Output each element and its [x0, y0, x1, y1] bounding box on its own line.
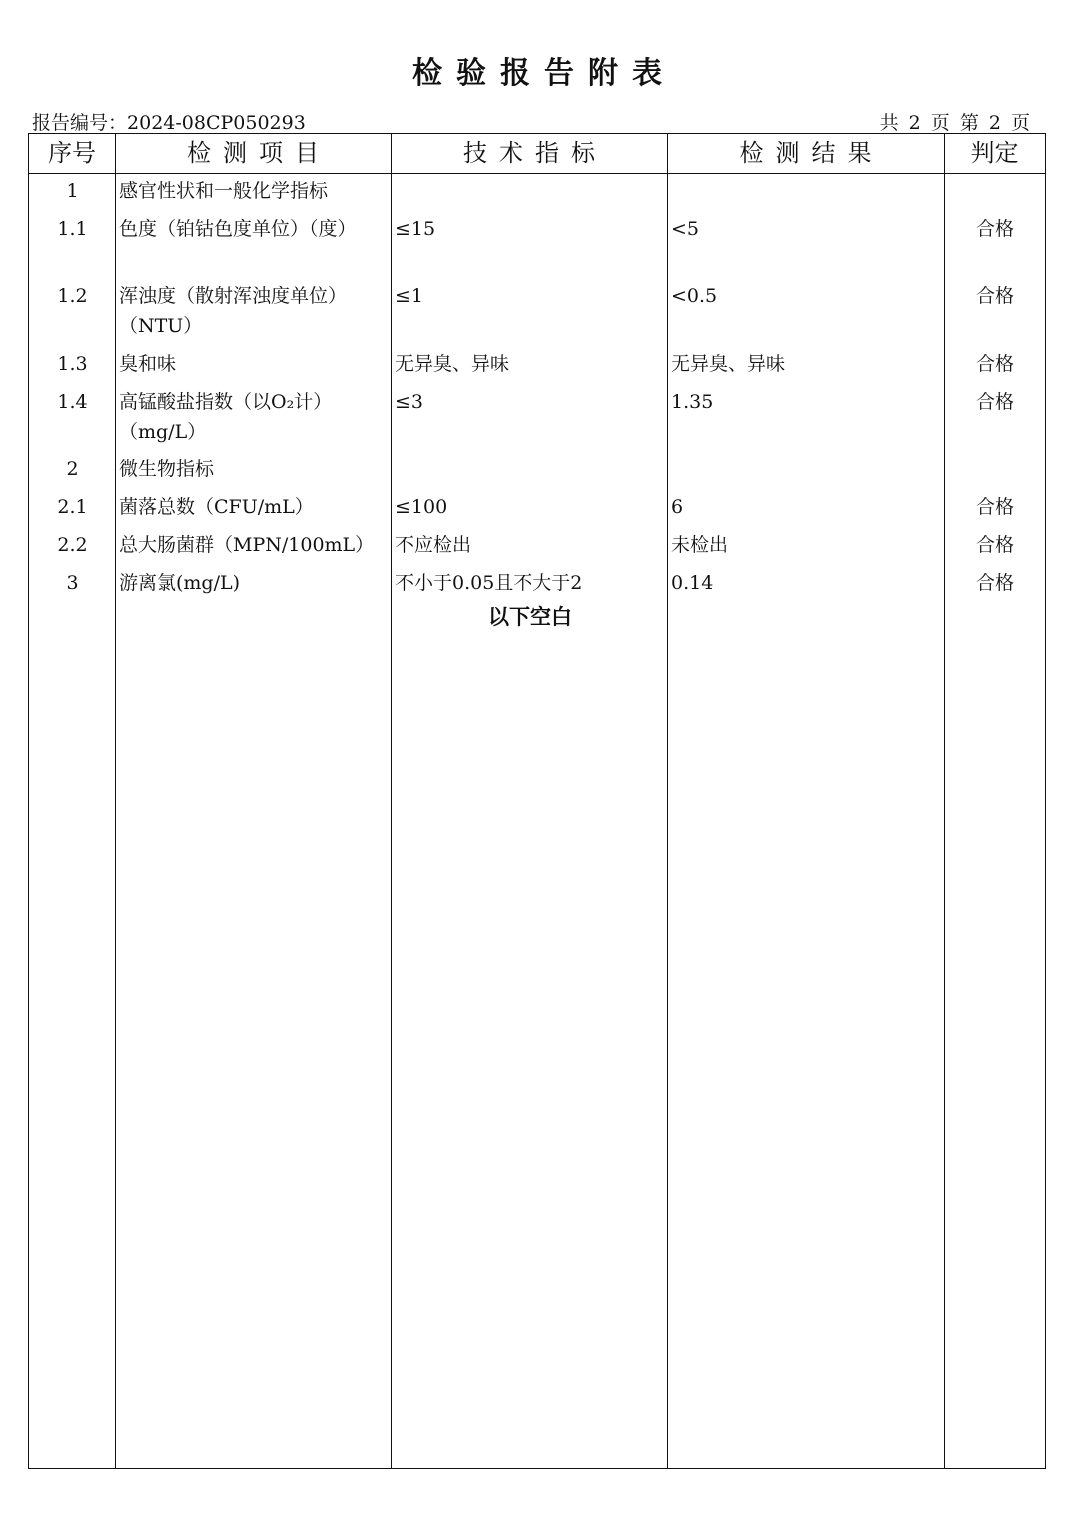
row-no: 2 [66, 458, 79, 480]
report-title: 检验报告附表 [412, 56, 676, 91]
row-judge: 合格 [975, 534, 1014, 556]
row-no: 1.2 [57, 285, 88, 307]
row-item: 高锰酸盐指数（以O₂计）（mg/L） [119, 391, 333, 443]
row-no: 2.2 [57, 534, 88, 556]
row-item: 浑浊度（散射浑浊度单位）（NTU） [119, 285, 348, 337]
row-judge: 合格 [975, 285, 1014, 307]
row-no: 3 [66, 572, 79, 594]
results-table [28, 133, 1046, 1469]
row-result: 0.14 [671, 572, 714, 594]
row-spec: ≤100 [395, 496, 448, 518]
row-spec: ≤3 [395, 391, 424, 413]
row-spec: ≤1 [395, 285, 424, 307]
blank-below-note: 以下空白 [488, 605, 572, 629]
row-judge: 合格 [975, 353, 1014, 375]
row-no: 1 [66, 180, 79, 202]
header-item: 检测项目 [187, 139, 331, 167]
row-item: 臭和味 [119, 353, 177, 375]
row-spec: 不应检出 [395, 534, 472, 556]
row-no: 2.1 [57, 496, 88, 518]
row-judge: 合格 [975, 572, 1014, 594]
row-item: 色度（铂钴色度单位）（度） [119, 218, 357, 240]
page-info: 共 2 页 第 2 页 [879, 112, 1032, 134]
column-divider [667, 134, 668, 1468]
row-no: 1.3 [57, 353, 88, 375]
row-judge: 合格 [975, 496, 1014, 518]
row-judge: 合格 [975, 391, 1014, 413]
row-item: 微生物指标 [119, 458, 215, 480]
report-number-value: 2024-08CP050293 [127, 112, 306, 134]
header-result: 检测结果 [739, 139, 884, 167]
row-result: 6 [671, 496, 684, 518]
header-no: 序号 [48, 139, 96, 167]
report-number [32, 108, 306, 135]
column-divider [944, 134, 945, 1468]
row-spec: 不小于0.05且不大于2 [395, 572, 583, 594]
row-judge: 合格 [975, 218, 1014, 240]
row-no: 1.4 [57, 391, 88, 413]
row-spec: 无异臭、异味 [395, 353, 510, 375]
column-divider [115, 134, 116, 1468]
header-spec: 技术指标 [463, 139, 607, 167]
row-item: 总大肠菌群（MPN/100mL） [119, 534, 375, 556]
row-result: <0.5 [671, 285, 718, 307]
row-spec: ≤15 [395, 218, 436, 240]
row-item: 菌落总数（CFU/mL） [119, 496, 314, 518]
header-judge: 判定 [970, 139, 1019, 167]
row-no: 1.1 [57, 218, 88, 240]
header-divider [29, 173, 1045, 174]
row-result: 未检出 [671, 534, 729, 556]
row-result: 无异臭、异味 [671, 353, 786, 375]
row-result: 1.35 [671, 391, 714, 413]
column-divider [391, 134, 392, 1468]
row-item: 游离氯(mg/L) [119, 572, 241, 594]
row-item: 感官性状和一般化学指标 [119, 180, 329, 202]
report-number-label: 报告编号： [32, 112, 128, 134]
row-result: <5 [671, 218, 700, 240]
